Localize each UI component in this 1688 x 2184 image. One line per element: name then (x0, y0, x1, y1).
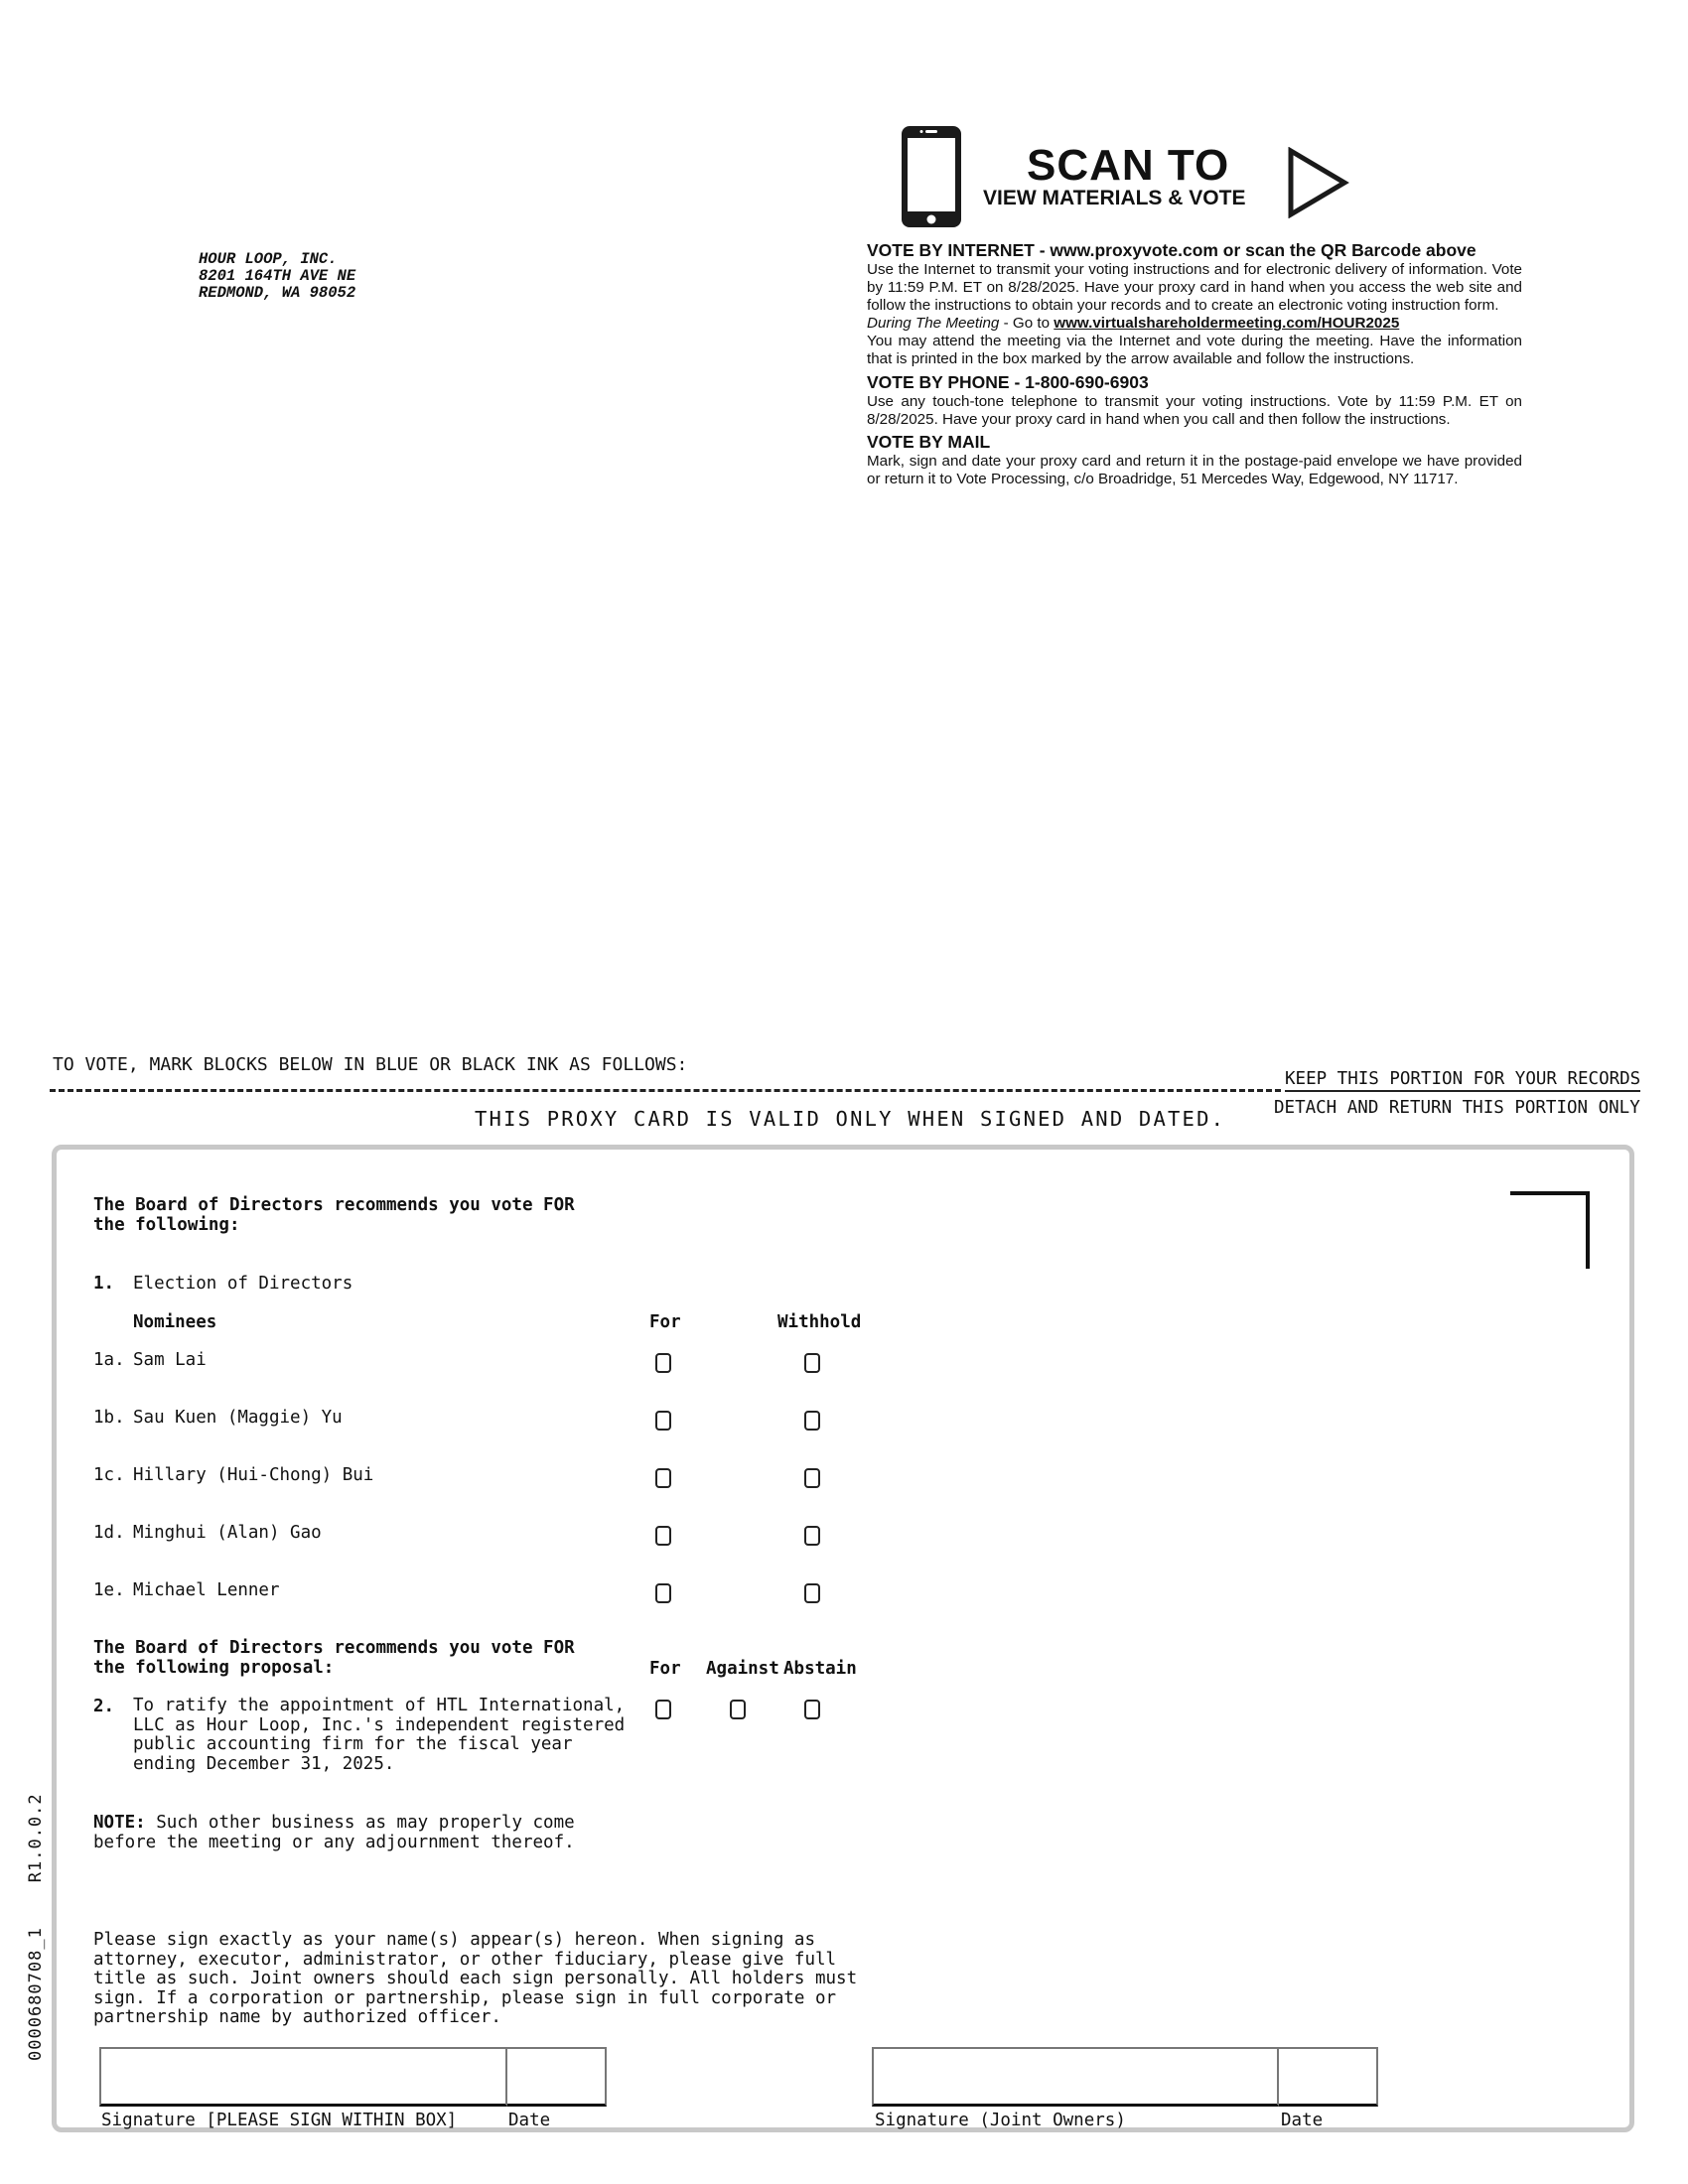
nominee-1d-for-checkbox[interactable] (655, 1526, 671, 1546)
col-abstain-header: Abstain (783, 1659, 857, 1679)
nominee-1e-withhold-checkbox[interactable] (804, 1583, 820, 1603)
nominee-1b-number: 1b. (93, 1408, 125, 1428)
phone-icon (900, 124, 963, 229)
address-line: HOUR LOOP, INC. (199, 250, 338, 268)
item1-number: 1. (93, 1274, 115, 1294)
side-document-code: 0000680708_1 R1.0.0.2 (26, 1793, 46, 2061)
nominee-1d-name: Minghui (Alan) Gao (133, 1523, 322, 1543)
meeting-label: During The Meeting (867, 315, 1000, 333)
play-arrow-icon (1287, 147, 1350, 218)
item2-line: public accounting firm for the fiscal year (133, 1734, 573, 1754)
scan-title: SCAN TO (1027, 141, 1230, 190)
date-label: Date (508, 2111, 551, 2130)
rec1-line: the following: (93, 1214, 240, 1235)
meeting-url-link[interactable]: www.virtualshareholdermeeting.com/HOUR2025 (1054, 315, 1400, 333)
sign-line: attorney, executor, administrator, or other fiduciary, please give full (93, 1949, 837, 1970)
internet-text: Use the Internet to transmit your voting instructions and for electronic delivery of information. Vote by 11:59 P.M. ET on 8/28/2025. Have your proxy card in hand when you access the web site and follow the instructions to obtain your records and to create an electronic voting instruction form. (867, 261, 1522, 315)
nominee-1b-withhold-checkbox[interactable] (804, 1411, 820, 1431)
item2-abstain-checkbox[interactable] (804, 1700, 820, 1719)
nominee-1e-name: Michael Lenner (133, 1580, 280, 1600)
nominee-1c-withhold-checkbox[interactable] (804, 1468, 820, 1488)
joint-signature-label: Signature (Joint Owners) (875, 2111, 1126, 2130)
rec2-line: The Board of Directors recommends you vote FOR (93, 1638, 575, 1658)
rec2-line: the following proposal: (93, 1657, 335, 1678)
date-box[interactable] (507, 2047, 607, 2107)
joint-date-label: Date (1281, 2111, 1324, 2130)
keep-portion-label: KEEP THIS PORTION FOR YOUR RECORDS (1285, 1069, 1640, 1092)
col-for2-header: For (649, 1659, 681, 1679)
address-line: REDMOND, WA 98052 (199, 284, 356, 302)
scan-subtitle: VIEW MATERIALS & VOTE (983, 187, 1246, 209)
meeting-text: You may attend the meeting via the Internet and vote during the meeting. Have the information that is printed in the box marked by the arrow available and follow the instructions. (867, 333, 1522, 368)
note-label: NOTE: (93, 1813, 146, 1833)
item1-title: Election of Directors (133, 1274, 353, 1294)
sign-line: sign. If a corporation or partnership, please sign in full corporate or (93, 1987, 837, 2008)
joint-sig-date-divider (1277, 2047, 1279, 2105)
corner-registration-mark (1510, 1191, 1590, 1269)
meeting-goto: - Go to (999, 315, 1055, 333)
nominee-1d-withhold-checkbox[interactable] (804, 1526, 820, 1546)
sig-date-divider (505, 2047, 507, 2105)
nominee-1e-for-checkbox[interactable] (655, 1583, 671, 1603)
address-line: 8201 164TH AVE NE (199, 267, 356, 285)
detach-dashed-line (50, 1089, 1281, 1092)
signature-box[interactable] (99, 2047, 507, 2107)
mail-heading: VOTE BY MAIL (867, 431, 991, 452)
note-text: Such other business as may properly come (145, 1813, 575, 1833)
phone-heading: VOTE BY PHONE - 1-800-690-6903 (867, 371, 1149, 392)
nominee-1c-for-checkbox[interactable] (655, 1468, 671, 1488)
item2-line: ending December 31, 2025. (133, 1753, 395, 1774)
to-vote-instruction: TO VOTE, MARK BLOCKS BELOW IN BLUE OR BLACK INK AS FOLLOWS: (53, 1054, 688, 1075)
item2-line: LLC as Hour Loop, Inc.'s independent registered (133, 1714, 626, 1735)
sign-line: title as such. Joint owners should each sign personally. All holders must (93, 1969, 858, 1988)
note-line: before the meeting or any adjournment thereof. (93, 1832, 575, 1852)
sign-line: partnership name by authorized officer. (93, 2007, 501, 2027)
nominees-header: Nominees (133, 1312, 217, 1332)
mailing-address (199, 251, 355, 302)
col-withhold-header: Withhold (777, 1312, 862, 1332)
board-recommendation-2 (93, 1639, 575, 1678)
nominee-1a-withhold-checkbox[interactable] (804, 1353, 820, 1373)
joint-signature-box[interactable] (872, 2047, 1279, 2107)
meeting-line (867, 315, 1522, 333)
nominee-1e-number: 1e. (93, 1580, 125, 1600)
board-recommendation-1 (93, 1196, 575, 1235)
phone-text: Use any touch-tone telephone to transmit your voting instructions. Vote by 11:59 P.M. ET on 8/28/2025. Have your proxy card in hand when you call and then follow the instructions. (867, 392, 1522, 428)
item2-against-checkbox[interactable] (730, 1700, 746, 1719)
joint-date-box[interactable] (1279, 2047, 1378, 2107)
mail-text: Mark, sign and date your proxy card and return it in the postage-paid envelope we have provided or return it to Vote Processing, c/o Broadridge, 51 Mercedes Way, Edgewood, NY 11717. (867, 452, 1522, 487)
nominee-1a-for-checkbox[interactable] (655, 1353, 671, 1373)
internet-heading: VOTE BY INTERNET - www.proxyvote.com or scan the QR Barcode above (867, 240, 1477, 260)
sign-line: Please sign exactly as your name(s) appear(s) hereon. When signing as (93, 1930, 815, 1950)
item2-line: To ratify the appointment of HTL International, (133, 1696, 626, 1715)
item2-number: 2. (93, 1697, 115, 1716)
nominee-1a-name: Sam Lai (133, 1350, 207, 1370)
item2-text (133, 1697, 625, 1774)
item2-for-checkbox[interactable] (655, 1700, 671, 1719)
nominee-1a-number: 1a. (93, 1350, 125, 1370)
nominee-1d-number: 1d. (93, 1523, 125, 1543)
col-for-header: For (649, 1312, 681, 1332)
voting-instructions (867, 237, 1522, 488)
detach-portion-label: DETACH AND RETURN THIS PORTION ONLY (1274, 1098, 1640, 1118)
note-line (93, 1814, 575, 1834)
signing-instructions (93, 1931, 857, 2028)
nominee-1b-for-checkbox[interactable] (655, 1411, 671, 1431)
note (93, 1814, 575, 1852)
nominee-1c-name: Hillary (Hui-Chong) Bui (133, 1465, 374, 1485)
valid-only-notice: THIS PROXY CARD IS VALID ONLY WHEN SIGNED AND DATED. (475, 1107, 1226, 1131)
nominee-1c-number: 1c. (93, 1465, 125, 1485)
col-against-header: Against (706, 1659, 779, 1679)
signature-label: Signature [PLEASE SIGN WITHIN BOX] (101, 2111, 458, 2130)
nominee-1b-name: Sau Kuen (Maggie) Yu (133, 1408, 343, 1428)
rec1-line: The Board of Directors recommends you vote FOR (93, 1195, 575, 1215)
